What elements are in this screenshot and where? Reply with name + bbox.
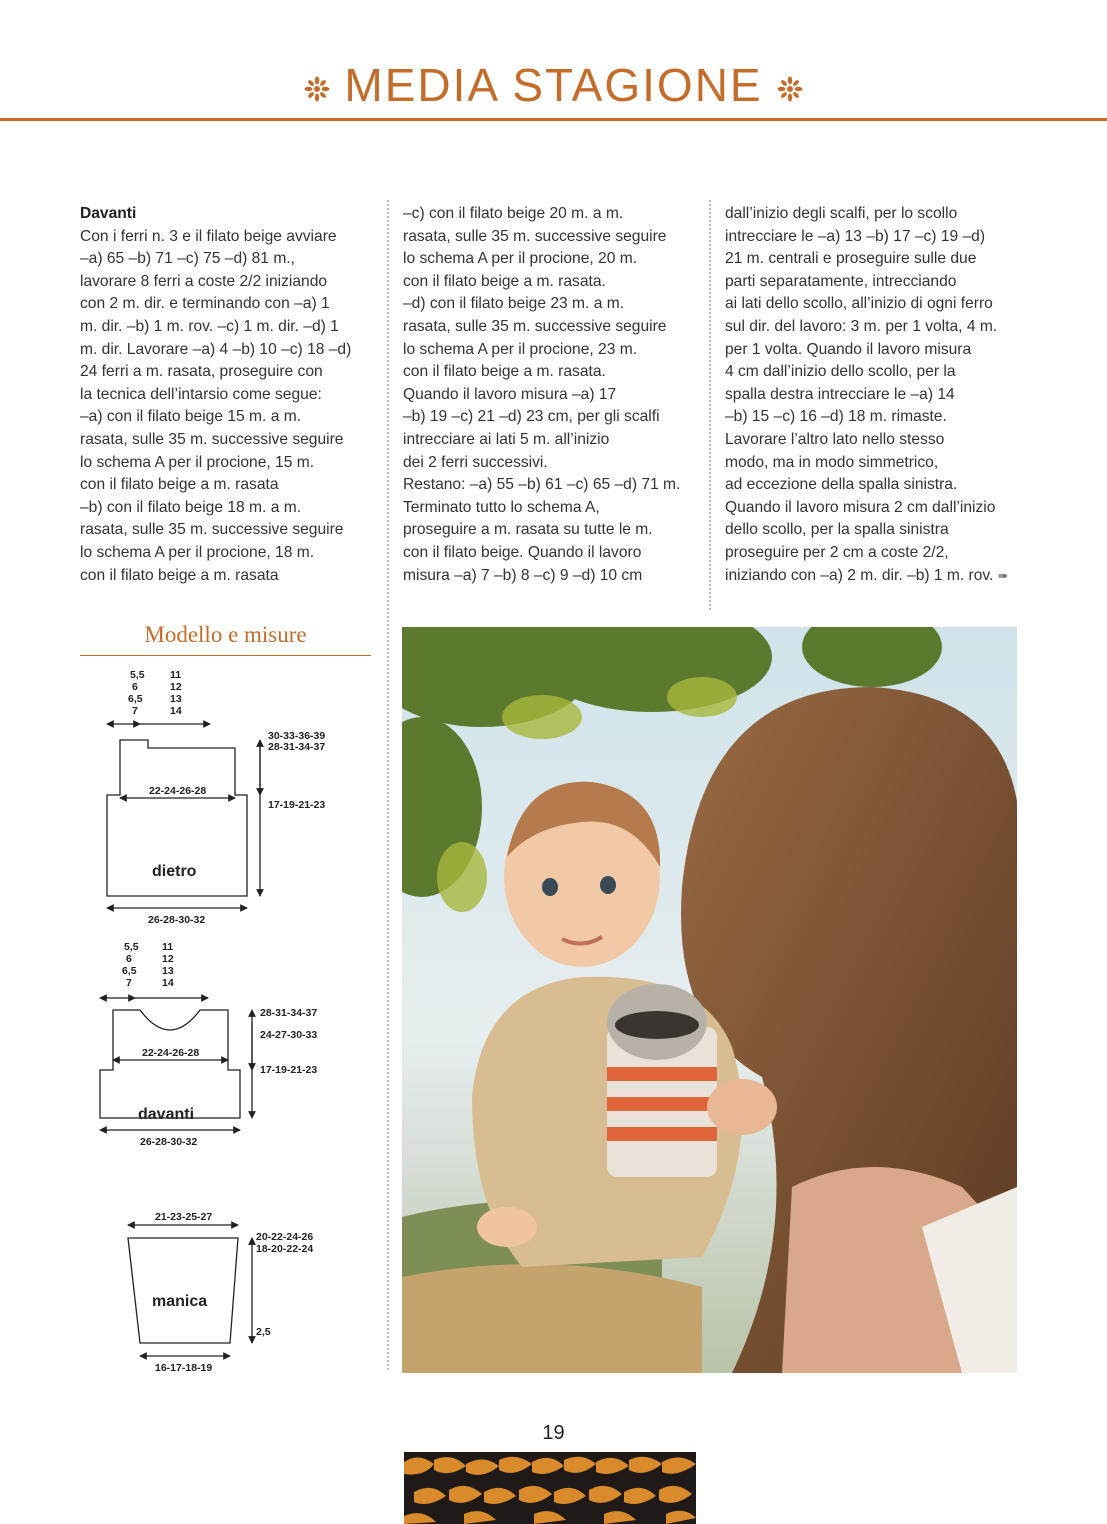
sleeve-outline: [128, 1238, 238, 1343]
column-divider: [709, 200, 711, 610]
measure-label: 17-19-21-23: [260, 1064, 318, 1076]
measure-label: 12: [162, 953, 174, 965]
text-line: 24 ferri a m. rasata, proseguire con: [80, 363, 323, 381]
text-line: misura –a) 7 –b) 8 –c) 9 –d) 10 cm: [403, 566, 643, 584]
diagram-title: Modello e misure: [144, 622, 307, 647]
measure-label: 20-22-24-26: [256, 1231, 314, 1243]
measure-label: 22-24-26-28: [142, 1047, 200, 1059]
section-heading: Davanti: [80, 205, 137, 222]
text-line: –a) con il filato beige 15 m. a m.: [80, 408, 302, 426]
text-line: rasata, sulle 35 m. successive seguire: [403, 227, 667, 245]
front-piece-outline: [100, 1010, 240, 1118]
text-line: per 1 volta. Quando il lavoro misura: [725, 340, 972, 358]
text-line: –b) 19 –c) 21 –d) 23 cm, per gli scalfi: [403, 408, 660, 426]
column-divider: [387, 200, 389, 1370]
text-line: con il filato beige a m. rasata.: [403, 363, 606, 381]
measure-label: 26-28-30-32: [140, 1136, 198, 1148]
text-line: [725, 565, 1035, 588]
text-line: m. dir. –b) 1 m. rov. –c) 1 m. dir. –d) 1: [80, 317, 339, 335]
measure-label: 2,5: [256, 1326, 271, 1338]
piece-label-back: dietro: [152, 863, 197, 880]
measure-label: 6: [132, 681, 138, 693]
header-divider: [0, 118, 1107, 121]
text-line: dei 2 ferri successivi.: [403, 453, 548, 471]
text-line: lavorare 8 ferri a coste 2/2 iniziando: [80, 272, 328, 290]
instructions-column-2: [403, 203, 703, 587]
text-line: m. dir. Lavorare –a) 4 –b) 10 –c) 18 –d): [80, 340, 352, 358]
text-line: rasata, sulle 35 m. successive seguire: [403, 317, 667, 335]
instructions-column-1: [80, 203, 380, 587]
measure-label: 28-31-34-37: [268, 741, 326, 753]
measure-label: 14: [162, 977, 174, 989]
text-line: dall’inizio degli scalfi, per lo scollo: [725, 205, 958, 222]
measure-label: 18-20-22-24: [256, 1243, 314, 1255]
diagram-title-divider: [80, 655, 371, 656]
measure-label: 30-33-36-39: [268, 730, 326, 742]
measure-label: 13: [162, 965, 174, 977]
text-line: lo schema A per il procione, 20 m.: [403, 250, 638, 268]
text-line: lo schema A per il procione, 23 m.: [403, 340, 638, 358]
text-line: Quando il lavoro misura –a) 17: [403, 385, 617, 403]
text-line: parti separatamente, intrecciando: [725, 272, 957, 290]
text-line: –b) 15 –c) 16 –d) 18 m. rimaste.: [725, 408, 947, 426]
text-line: 21 m. centrali e proseguire sulle due: [725, 250, 977, 268]
text-line: sul dir. del lavoro: 3 m. per 1 volta, 4 m.: [725, 317, 998, 335]
text-line: ai lati dello scollo, all’inizio di ogni ferro: [725, 295, 993, 313]
knit-stitch-swatch-image: [404, 1452, 696, 1524]
text-line: Terminato tutto lo schema A,: [403, 498, 600, 516]
text-line: –b) con il filato beige 18 m. a m.: [80, 498, 302, 516]
text-line: con il filato beige a m. rasata: [80, 476, 279, 494]
piece-label-sleeve: manica: [152, 1293, 208, 1310]
measure-label: 21-23-25-27: [155, 1211, 213, 1223]
measure-label: 7: [132, 705, 138, 717]
measure-label: 6,5: [122, 965, 137, 977]
text-line-content: iniziando con –a) 2 m. dir. –b) 1 m. rov.: [725, 566, 994, 584]
measure-label: 11: [170, 669, 182, 681]
text-line: la tecnica dell’intarsio come segue:: [80, 385, 322, 403]
text-line: lo schema A per il procione, 15 m.: [80, 453, 315, 471]
text-line: proseguire a m. rasata su tutte le m.: [403, 521, 653, 539]
piece-label-front: davanti: [138, 1106, 195, 1123]
measure-label: 6,5: [128, 693, 143, 705]
flower-ornament-icon: [304, 76, 330, 102]
text-line: 4 cm dall’inizio dello scollo, per la: [725, 363, 956, 381]
measure-label: 11: [162, 941, 174, 953]
text-line: ad eccezione della spalla sinistra.: [725, 476, 958, 494]
text-line: con il filato beige a m. rasata: [80, 566, 279, 584]
text-line: lo schema A per il procione, 18 m.: [80, 543, 315, 561]
text-line: proseguire per 2 cm a coste 2/2,: [725, 543, 949, 561]
text-line: con 2 m. dir. e terminando con –a) 1: [80, 295, 330, 313]
text-line: con il filato beige. Quando il lavoro: [403, 543, 642, 561]
text-line: spalla destra intrecciare le –a) 14: [725, 385, 955, 403]
measure-label: 13: [170, 693, 182, 705]
text-line: intrecciare le –a) 13 –b) 17 –c) 19 –d): [725, 227, 986, 245]
text-line: con il filato beige a m. rasata.: [403, 272, 606, 290]
mother-and-baby-photo: [402, 627, 1017, 1373]
page-number: 19: [542, 1422, 565, 1444]
text-line: modo, ma in modo simmetrico,: [725, 453, 939, 471]
measure-label: 12: [170, 681, 182, 693]
measure-label: 17-19-21-23: [268, 799, 326, 811]
page-title: MEDIA STAGIONE: [344, 59, 763, 111]
measure-label: 5,5: [130, 669, 145, 681]
measure-label: 26-28-30-32: [148, 914, 206, 926]
measure-label: 5,5: [124, 941, 139, 953]
text-line: –c) con il filato beige 20 m. a m.: [403, 205, 624, 222]
measure-label: 28-31-34-37: [260, 1007, 318, 1019]
text-line: dello scollo, per la spalla sinistra: [725, 521, 949, 539]
text-line: intrecciare ai lati 5 m. all’inizio: [403, 430, 610, 448]
continue-arrow-icon: ➠: [997, 567, 1009, 583]
text-line: Con i ferri n. 3 e il filato beige avviare: [80, 227, 337, 245]
flower-ornament-icon: [777, 76, 803, 102]
measure-label: 22-24-26-28: [149, 785, 207, 797]
text-line: rasata, sulle 35 m. successive seguire: [80, 430, 344, 448]
text-line: rasata, sulle 35 m. successive seguire: [80, 521, 344, 539]
measure-label: 16-17-18-19: [155, 1362, 213, 1374]
text-line: Restano: –a) 55 –b) 61 –c) 65 –d) 71 m.: [403, 476, 681, 494]
instructions-column-3: [725, 203, 1035, 587]
page-header: [0, 58, 1107, 112]
measure-label: 14: [170, 705, 182, 717]
text-line: –d) con il filato beige 23 m. a m.: [403, 295, 625, 313]
measure-label: 24-27-30-33: [260, 1029, 318, 1041]
text-line: Quando il lavoro misura 2 cm dall’inizio: [725, 498, 996, 516]
text-line: –a) 65 –b) 71 –c) 75 –d) 81 m.,: [80, 250, 295, 268]
measure-label: 7: [126, 977, 132, 989]
measure-label: 6: [126, 953, 132, 965]
measurement-diagram: [80, 660, 380, 1380]
text-line: Lavorare l’altro lato nello stesso: [725, 430, 945, 448]
